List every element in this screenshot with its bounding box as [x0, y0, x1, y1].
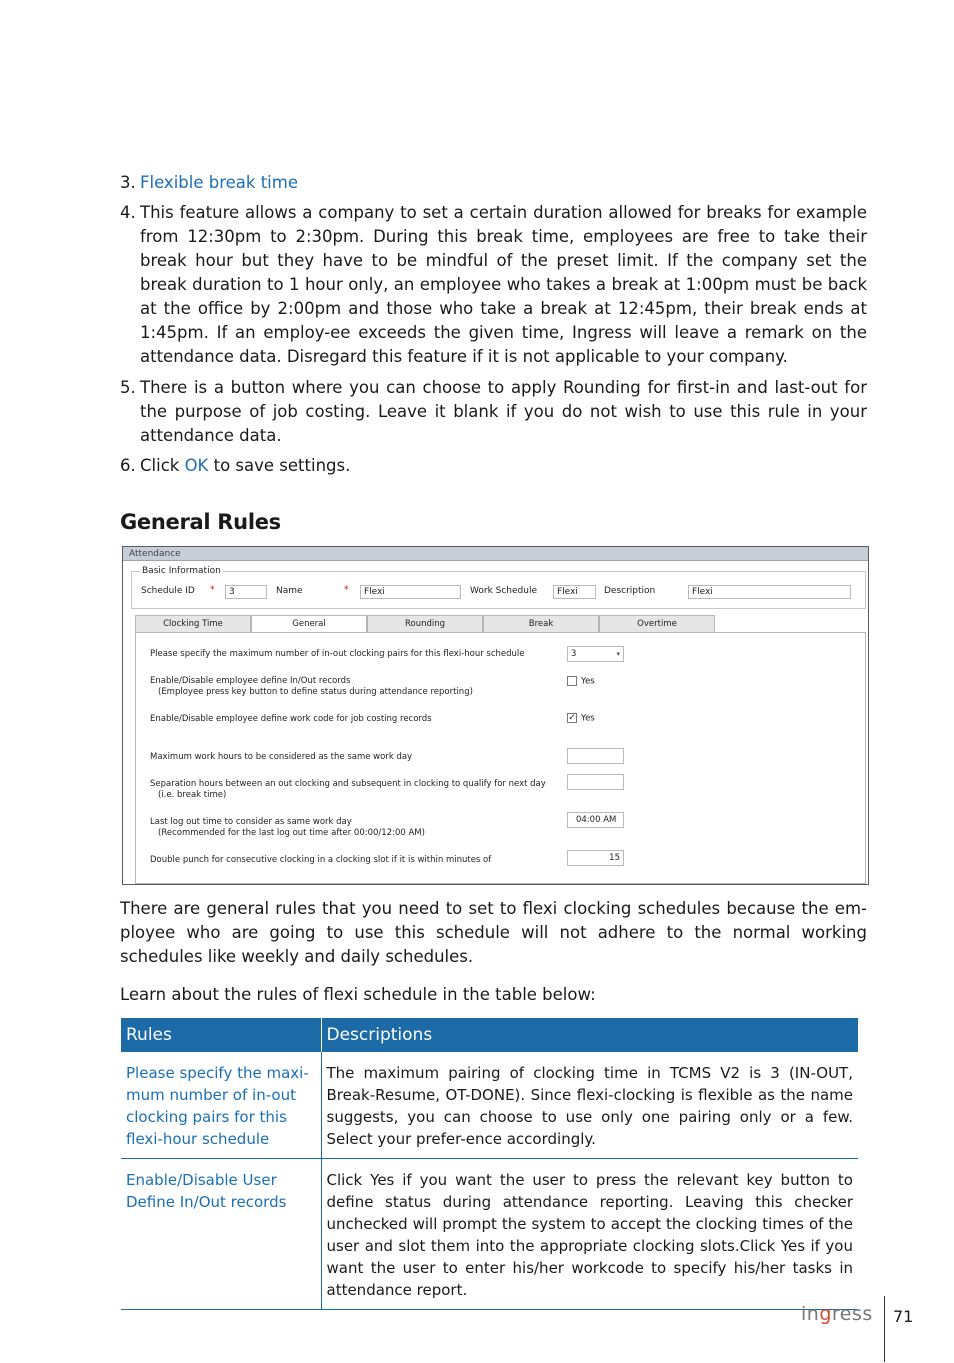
ingress-logo	[801, 1303, 873, 1325]
define-inout-text: Enable/Disable employee define In/Out records	[150, 676, 351, 686]
step-post: to save settings.	[208, 456, 351, 475]
rules-table	[121, 1018, 858, 1310]
required-mark: *	[344, 585, 349, 595]
max-pairs-select[interactable]	[567, 646, 624, 662]
tab-clocking-time[interactable]: Clocking Time	[135, 615, 251, 632]
step-number: 6.	[120, 456, 136, 475]
separation-hours-input[interactable]	[567, 774, 624, 790]
step-pre: Click	[140, 456, 185, 475]
header-rules: Rules	[121, 1018, 321, 1052]
name-input[interactable]: Flexi	[360, 585, 461, 599]
max-work-hours-label: Maximum work hours to be considered as the same work day	[150, 752, 413, 762]
window-title: Attendance	[123, 547, 868, 561]
checkbox-unchecked-icon	[567, 676, 577, 686]
last-logout-text: Last log out time to consider as same work day	[150, 817, 352, 827]
step-number: 3.	[120, 173, 136, 192]
tab-break[interactable]: Break	[483, 615, 599, 632]
step-number: 4.	[120, 203, 136, 222]
intro-paragraph: There are general rules that you need to set to flexi clocking schedules because the em-ployee who are going to use this schedule will not adhere to the normal working schedules like weekly and daily schedules.	[120, 899, 867, 966]
logo-part-accent: g	[819, 1303, 832, 1325]
double-punch-label: Double punch for consecutive clocking in a clocking slot if it is within minutes of	[150, 855, 492, 865]
step-6	[120, 454, 867, 478]
define-inout-checkbox[interactable]	[567, 676, 595, 687]
footer-divider	[884, 1296, 885, 1362]
step-3	[120, 171, 867, 195]
step-text: This feature allows a company to set a certain duration allowed for breaks for example from 12:30pm to 2:30pm. During this break time, employees are free to take their break hour but they have to be mindful of the preset limit. If the company set the break duration to 1 hour only, an employee who takes a break at 1:00pm must be back at the office by 2:00pm and those who take a break at 12:45pm, their break ends at 1:45pm. If an employ-ee exceeds the given time, Ingress will leave a remark on the attendance data. Disregard this feature if it is not applicable to your company.	[140, 203, 867, 366]
work-schedule-input[interactable]: Flexi	[553, 585, 596, 599]
description-cell: Click Yes if you want the user to press the relevant key button to define status during attendance reporting. Leaving this checker unchecked will prompt the system to accept the clocking times of the user and slot them into the appropriate clocking slots.Click Yes if you want the user to enter his/her workcode to specify his/her tasks in attendance report.	[321, 1159, 858, 1310]
max-pairs-value: 3	[571, 649, 577, 659]
max-pairs-label: Please specify the maximum number of in-out clocking pairs for this flexi-hour schedule	[150, 649, 525, 659]
work-schedule-label: Work Schedule	[470, 586, 538, 596]
general-tab-panel	[135, 632, 866, 884]
logo-part: ress	[831, 1303, 873, 1325]
yes-label: Yes	[581, 676, 595, 687]
ok-link[interactable]: OK	[184, 456, 209, 475]
basic-info-group	[131, 566, 866, 609]
description-input[interactable]: Flexi	[688, 585, 851, 599]
separation-hours-label	[150, 779, 546, 801]
define-inout-label	[150, 676, 473, 698]
tab-rounding[interactable]: Rounding	[367, 615, 483, 632]
description-cell: The maximum pairing of clocking time in TCMS V2 is 3 (IN-OUT, Break-Resume, OT-DONE). Since flexi-clocking is flexible as the name suggests, you can choose to use only one pairing only or a few. Select your prefer-ence accordingly.	[321, 1052, 858, 1159]
last-logout-input[interactable]: 04:00 AM	[567, 812, 624, 828]
define-inout-note: (Employee press key button to define status during attendance reporting)	[158, 687, 473, 697]
tab-bar	[135, 615, 715, 632]
last-logout-note: (Recommended for the last log out time after 00:00/12:00 AM)	[158, 828, 425, 838]
step-link-flexible-break[interactable]: Flexible break time	[140, 173, 298, 192]
required-mark: *	[210, 585, 215, 595]
max-work-hours-input[interactable]	[567, 748, 624, 764]
schedule-id-input[interactable]: 3	[225, 585, 267, 599]
double-punch-input[interactable]: 15	[567, 850, 624, 866]
step-number: 5.	[120, 378, 136, 397]
step-5	[120, 376, 867, 448]
schedule-id-label: Schedule ID	[141, 586, 195, 596]
chevron-down-icon: ▾	[616, 650, 620, 658]
separation-hours-text: Separation hours between an out clocking and subsequent in clocking to qualify for next day	[150, 779, 546, 789]
separation-note: (i.e. break time)	[158, 790, 227, 800]
table-header-row	[121, 1018, 858, 1052]
tab-general[interactable]: General	[251, 615, 367, 632]
tab-overtime[interactable]: Overtime	[599, 615, 715, 632]
section-title: General Rules	[120, 510, 281, 534]
description-label: Description	[604, 586, 656, 596]
table-row	[121, 1052, 858, 1159]
last-logout-label	[150, 817, 425, 839]
step-4	[120, 201, 867, 369]
table-intro: Learn about the rules of flexi schedule in the table below:	[120, 985, 596, 1004]
header-descriptions: Descriptions	[321, 1018, 858, 1052]
group-label: Basic Information	[142, 566, 221, 576]
work-code-label: Enable/Disable employee define work code for job costing records	[150, 714, 432, 724]
rule-cell: Please specify the maxi-mum number of in-out clocking pairs for this flexi-hour schedule	[121, 1052, 321, 1159]
yes-label: Yes	[581, 713, 595, 724]
table-row	[121, 1159, 858, 1310]
steps-list	[120, 171, 867, 478]
logo-part: in	[801, 1303, 820, 1325]
work-code-checkbox[interactable]	[567, 713, 595, 724]
rule-cell: Enable/Disable User Define In/Out records	[121, 1159, 321, 1310]
checkbox-checked-icon: ✓	[568, 713, 576, 723]
attendance-screenshot	[122, 546, 869, 885]
step-text: There is a button where you can choose to apply Rounding for first-in and last-out for the purpose of job costing. Leave it blank if you do not wish to use this rule in your attendance data.	[140, 378, 867, 445]
name-label: Name	[276, 586, 303, 596]
page-number: 71	[893, 1307, 914, 1326]
step-text	[140, 454, 867, 478]
